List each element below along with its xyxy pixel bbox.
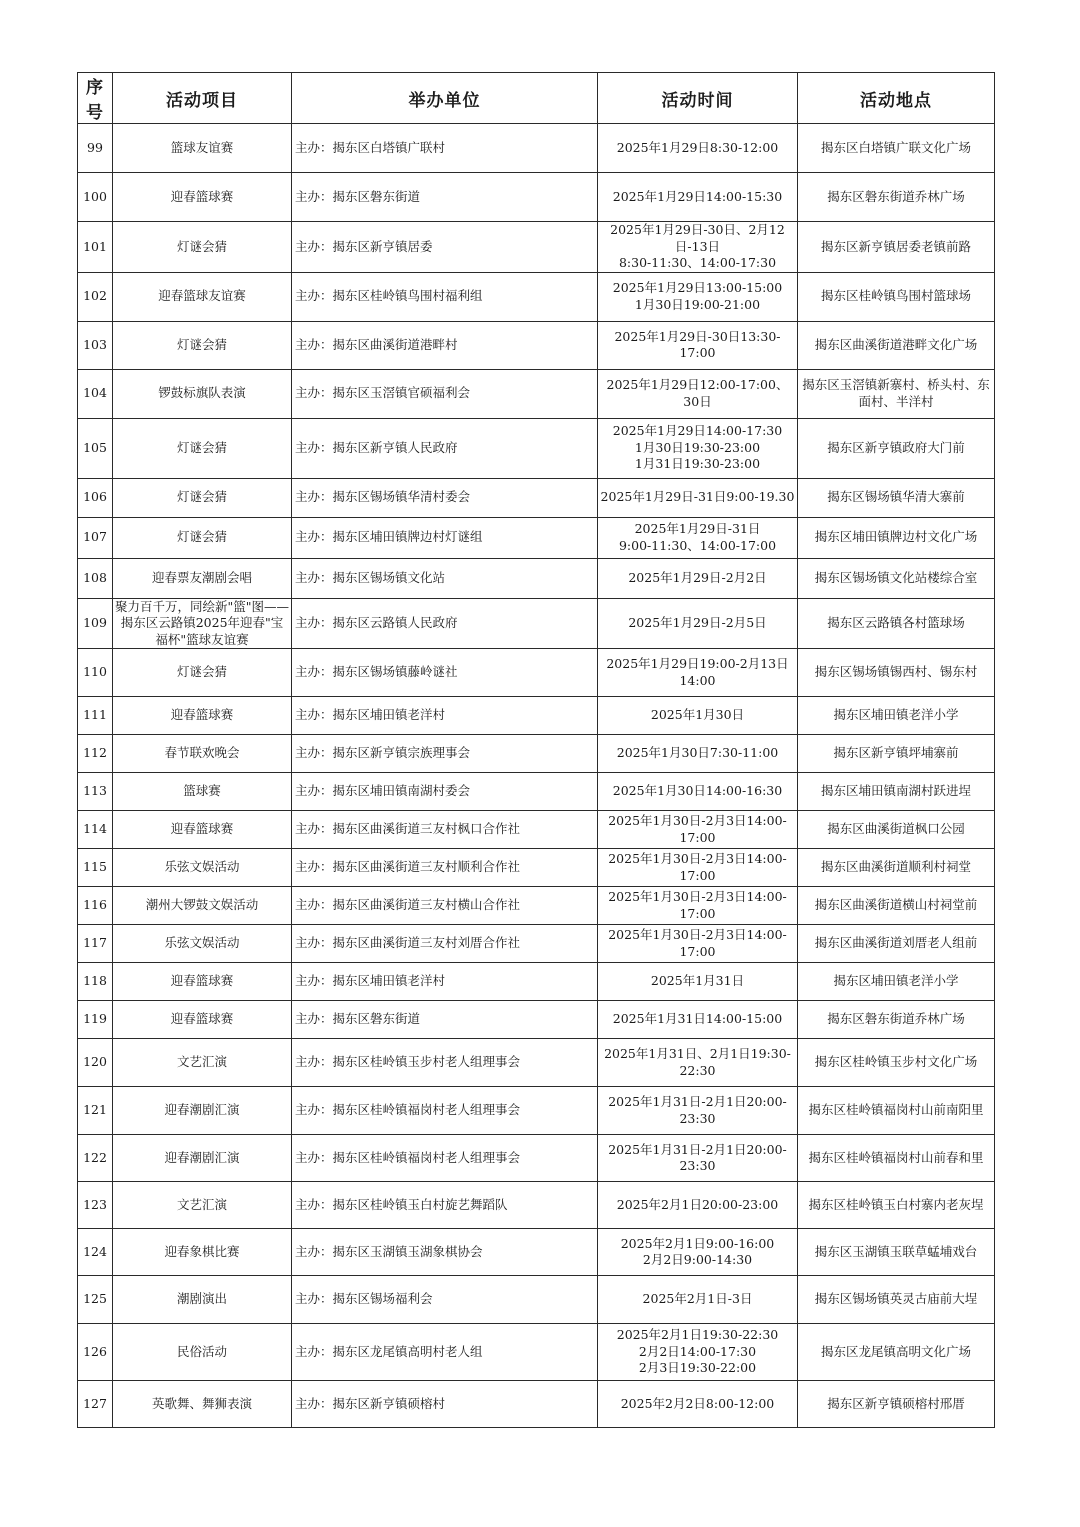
cell-item: 乐弦文娱活动 [113, 849, 292, 887]
cell-item: 文艺汇演 [113, 1182, 292, 1229]
cell-no: 115 [78, 849, 113, 887]
cell-no: 127 [78, 1381, 113, 1428]
cell-no: 113 [78, 773, 113, 811]
cell-time: 2025年1月31日 [598, 963, 798, 1001]
cell-org: 主办：揭东区新亨镇居委 [292, 222, 598, 273]
cell-org: 主办：揭东区埔田镇南湖村委会 [292, 773, 598, 811]
table-row [78, 272, 995, 321]
cell-no: 125 [78, 1276, 113, 1324]
cell-no: 110 [78, 649, 113, 697]
cell-org: 主办：揭东区曲溪街道三友村刘厝合作社 [292, 925, 598, 963]
cell-place: 揭东区埔田镇南湖村跃进埕 [798, 773, 995, 811]
cell-item: 迎春篮球赛 [113, 697, 292, 735]
table-row [78, 1001, 995, 1039]
cell-time: 2025年2月1日-3日 [598, 1276, 798, 1324]
cell-org: 主办：揭东区锡场镇华清村委会 [292, 478, 598, 517]
cell-no: 111 [78, 697, 113, 735]
table-row [78, 1276, 995, 1324]
cell-place: 揭东区新亨镇政府大门前 [798, 418, 995, 478]
cell-item: 迎春篮球赛 [113, 173, 292, 222]
cell-time: 2025年1月29日14:00-15:30 [598, 173, 798, 222]
cell-place: 揭东区锡场镇华清大寨前 [798, 478, 995, 517]
cell-item: 乐弦文娱活动 [113, 925, 292, 963]
cell-item: 潮剧演出 [113, 1276, 292, 1324]
table-row [78, 558, 995, 598]
cell-org: 主办：揭东区桂岭镇福岗村老人组理事会 [292, 1087, 598, 1135]
cell-place: 揭东区桂岭镇福岗村山前春和里 [798, 1135, 995, 1182]
header-item: 活动项目 [113, 73, 292, 124]
cell-place: 揭东区桂岭镇玉步村文化广场 [798, 1039, 995, 1087]
table-row [78, 173, 995, 222]
table-row [78, 1135, 995, 1182]
cell-item: 迎春篮球赛 [113, 811, 292, 849]
cell-org: 主办：揭东区锡场镇藤岭谜社 [292, 649, 598, 697]
cell-time: 2025年1月30日14:00-16:30 [598, 773, 798, 811]
table-row [78, 1087, 995, 1135]
cell-no: 100 [78, 173, 113, 222]
cell-item: 灯谜会猜 [113, 478, 292, 517]
cell-no: 104 [78, 369, 113, 418]
cell-no: 114 [78, 811, 113, 849]
cell-time: 2025年1月30日 [598, 697, 798, 735]
cell-item: 民俗活动 [113, 1324, 292, 1381]
cell-place: 揭东区锡场镇文化站楼综合室 [798, 558, 995, 598]
table-row [78, 697, 995, 735]
table-row [78, 1324, 995, 1381]
cell-place: 揭东区曲溪街道顺利村祠堂 [798, 849, 995, 887]
cell-org: 主办：揭东区桂岭镇鸟围村福利组 [292, 272, 598, 321]
cell-no: 106 [78, 478, 113, 517]
table-row [78, 849, 995, 887]
cell-time: 2025年1月29日13:00-15:00 1月30日19:00-21:00 [598, 272, 798, 321]
cell-place: 揭东区桂岭镇鸟围村篮球场 [798, 272, 995, 321]
cell-no: 122 [78, 1135, 113, 1182]
cell-place: 揭东区龙尾镇高明文化广场 [798, 1324, 995, 1381]
table-row [78, 598, 995, 649]
cell-org: 主办：揭东区埔田镇老洋村 [292, 697, 598, 735]
cell-org: 主办：揭东区埔田镇牌边村灯谜组 [292, 517, 598, 558]
cell-org: 主办：揭东区桂岭镇玉白村旋艺舞蹈队 [292, 1182, 598, 1229]
cell-org: 主办：揭东区新亨镇硕榕村 [292, 1381, 598, 1428]
cell-place: 揭东区埔田镇老洋小学 [798, 697, 995, 735]
cell-item: 英歌舞、舞狮表演 [113, 1381, 292, 1428]
table-row [78, 925, 995, 963]
cell-item: 迎春篮球赛 [113, 963, 292, 1001]
cell-time: 2025年2月1日19:30-22:30 2月2日14:00-17:30 2月3日19:30-22:00 [598, 1324, 798, 1381]
cell-item: 迎春象棋比赛 [113, 1229, 292, 1276]
cell-time: 2025年1月31日14:00-15:00 [598, 1001, 798, 1039]
cell-no: 118 [78, 963, 113, 1001]
cell-no: 107 [78, 517, 113, 558]
cell-time: 2025年1月31日、2月1日19:30-22:30 [598, 1039, 798, 1087]
cell-place: 揭东区曲溪街道横山村祠堂前 [798, 887, 995, 925]
cell-item: 灯谜会猜 [113, 649, 292, 697]
cell-no: 99 [78, 124, 113, 173]
cell-time: 2025年1月29日8:30-12:00 [598, 124, 798, 173]
table-body [78, 124, 995, 1428]
cell-no: 112 [78, 735, 113, 773]
cell-time: 2025年1月30日7:30-11:00 [598, 735, 798, 773]
cell-item: 迎春篮球赛 [113, 1001, 292, 1039]
cell-item: 潮州大锣鼓文娱活动 [113, 887, 292, 925]
table-row [78, 222, 995, 273]
cell-place: 揭东区玉滘镇新寨村、桥头村、东面村、半洋村 [798, 369, 995, 418]
table-row [78, 1039, 995, 1087]
cell-item: 篮球友谊赛 [113, 124, 292, 173]
header-org: 举办单位 [292, 73, 598, 124]
cell-place: 揭东区锡场镇锡西村、锡东村 [798, 649, 995, 697]
cell-org: 主办：揭东区曲溪街道三友村横山合作社 [292, 887, 598, 925]
cell-place: 揭东区锡场镇英灵古庙前大埕 [798, 1276, 995, 1324]
table-row [78, 735, 995, 773]
cell-no: 121 [78, 1087, 113, 1135]
activity-table [77, 72, 995, 1428]
header-row [78, 73, 995, 124]
cell-no: 123 [78, 1182, 113, 1229]
cell-item: 迎春潮剧汇演 [113, 1135, 292, 1182]
cell-item: 灯谜会猜 [113, 321, 292, 369]
cell-time: 2025年2月1日9:00-16:00 2月2日9:00-14:30 [598, 1229, 798, 1276]
cell-time: 2025年2月2日8:00-12:00 [598, 1381, 798, 1428]
cell-no: 108 [78, 558, 113, 598]
cell-item: 锣鼓标旗队表演 [113, 369, 292, 418]
cell-time: 2025年1月29日-31日 9:00-11:30、14:00-17:00 [598, 517, 798, 558]
table-row [78, 124, 995, 173]
cell-place: 揭东区新亨镇居委老镇前路 [798, 222, 995, 273]
table-row [78, 369, 995, 418]
cell-no: 120 [78, 1039, 113, 1087]
table-row [78, 1182, 995, 1229]
cell-item: 灯谜会猜 [113, 418, 292, 478]
cell-org: 主办：揭东区磐东街道 [292, 1001, 598, 1039]
cell-org: 主办：揭东区新亨镇宗族理事会 [292, 735, 598, 773]
table-row [78, 773, 995, 811]
cell-item: 灯谜会猜 [113, 222, 292, 273]
table-row [78, 963, 995, 1001]
cell-org: 主办：揭东区白塔镇广联村 [292, 124, 598, 173]
cell-place: 揭东区曲溪街道刘厝老人组前 [798, 925, 995, 963]
cell-time: 2025年1月31日-2月1日20:00-23:30 [598, 1135, 798, 1182]
table-row [78, 1381, 995, 1428]
cell-place: 揭东区新亨镇坪埔寨前 [798, 735, 995, 773]
cell-item: 文艺汇演 [113, 1039, 292, 1087]
cell-time: 2025年1月29日19:00-2月13日14:00 [598, 649, 798, 697]
cell-time: 2025年1月30日-2月3日14:00-17:00 [598, 849, 798, 887]
cell-place: 揭东区桂岭镇福岗村山前南阳里 [798, 1087, 995, 1135]
cell-no: 116 [78, 887, 113, 925]
table-row [78, 478, 995, 517]
cell-time: 2025年2月1日20:00-23:00 [598, 1182, 798, 1229]
cell-place: 揭东区曲溪街道港畔文化广场 [798, 321, 995, 369]
cell-org: 主办：揭东区埔田镇老洋村 [292, 963, 598, 1001]
cell-time: 2025年1月30日-2月3日14:00-17:00 [598, 811, 798, 849]
cell-no: 109 [78, 598, 113, 649]
cell-org: 主办：揭东区新亨镇人民政府 [292, 418, 598, 478]
cell-org: 主办：揭东区锡场福利会 [292, 1276, 598, 1324]
cell-place: 揭东区磐东街道乔林广场 [798, 173, 995, 222]
cell-no: 102 [78, 272, 113, 321]
cell-place: 揭东区埔田镇牌边村文化广场 [798, 517, 995, 558]
table-row [78, 418, 995, 478]
cell-item: 聚力百千万，同绘新"篮"图——揭东区云路镇2025年迎春"宝福杯"篮球友谊赛 [113, 598, 292, 649]
cell-org: 主办：揭东区曲溪街道三友村枫口合作社 [292, 811, 598, 849]
cell-org: 主办：揭东区桂岭镇玉步村老人组理事会 [292, 1039, 598, 1087]
cell-time: 2025年1月30日-2月3日14:00-17:00 [598, 887, 798, 925]
cell-item: 迎春篮球友谊赛 [113, 272, 292, 321]
table-row [78, 517, 995, 558]
cell-no: 126 [78, 1324, 113, 1381]
cell-time: 2025年1月30日-2月3日14:00-17:00 [598, 925, 798, 963]
cell-time: 2025年1月29日14:00-17:30 1月30日19:30-23:00 1月31日19:30-23:00 [598, 418, 798, 478]
cell-time: 2025年1月29日-30日13:30-17:00 [598, 321, 798, 369]
table-row [78, 811, 995, 849]
cell-place: 揭东区曲溪街道枫口公园 [798, 811, 995, 849]
cell-item: 春节联欢晚会 [113, 735, 292, 773]
cell-time: 2025年1月29日-2月5日 [598, 598, 798, 649]
cell-item: 迎春潮剧汇演 [113, 1087, 292, 1135]
cell-place: 揭东区白塔镇广联文化广场 [798, 124, 995, 173]
cell-item: 灯谜会猜 [113, 517, 292, 558]
cell-time: 2025年1月29日-30日、2月12日-13日 8:30-11:30、14:00-17:30 [598, 222, 798, 273]
cell-time: 2025年1月31日-2月1日20:00-23:30 [598, 1087, 798, 1135]
table-row [78, 649, 995, 697]
cell-place: 揭东区桂岭镇玉白村寨内老灰埕 [798, 1182, 995, 1229]
cell-org: 主办：揭东区玉湖镇玉湖象棋协会 [292, 1229, 598, 1276]
cell-no: 117 [78, 925, 113, 963]
cell-no: 124 [78, 1229, 113, 1276]
table-row [78, 321, 995, 369]
cell-time: 2025年1月29日-31日9:00-19.30 [598, 478, 798, 517]
table-row [78, 1229, 995, 1276]
table-row [78, 887, 995, 925]
cell-org: 主办：揭东区玉滘镇官硕福利会 [292, 369, 598, 418]
header-no: 序号 [78, 73, 113, 124]
cell-time: 2025年1月29日12:00-17:00、30日 [598, 369, 798, 418]
cell-org: 主办：揭东区桂岭镇福岗村老人组理事会 [292, 1135, 598, 1182]
cell-time: 2025年1月29日-2月2日 [598, 558, 798, 598]
cell-item: 迎春票友潮剧会唱 [113, 558, 292, 598]
cell-place: 揭东区新亨镇硕榕村邢厝 [798, 1381, 995, 1428]
cell-place: 揭东区云路镇各村篮球场 [798, 598, 995, 649]
header-place: 活动地点 [798, 73, 995, 124]
header-time: 活动时间 [598, 73, 798, 124]
cell-no: 101 [78, 222, 113, 273]
cell-org: 主办：揭东区云路镇人民政府 [292, 598, 598, 649]
cell-place: 揭东区埔田镇老洋小学 [798, 963, 995, 1001]
cell-no: 103 [78, 321, 113, 369]
cell-org: 主办：揭东区锡场镇文化站 [292, 558, 598, 598]
cell-org: 主办：揭东区磐东街道 [292, 173, 598, 222]
cell-org: 主办：揭东区龙尾镇高明村老人组 [292, 1324, 598, 1381]
cell-no: 105 [78, 418, 113, 478]
cell-place: 揭东区玉湖镇玉联草蜢埔戏台 [798, 1229, 995, 1276]
cell-place: 揭东区磐东街道乔林广场 [798, 1001, 995, 1039]
cell-item: 篮球赛 [113, 773, 292, 811]
cell-no: 119 [78, 1001, 113, 1039]
cell-org: 主办：揭东区曲溪街道港畔村 [292, 321, 598, 369]
cell-org: 主办：揭东区曲溪街道三友村顺利合作社 [292, 849, 598, 887]
